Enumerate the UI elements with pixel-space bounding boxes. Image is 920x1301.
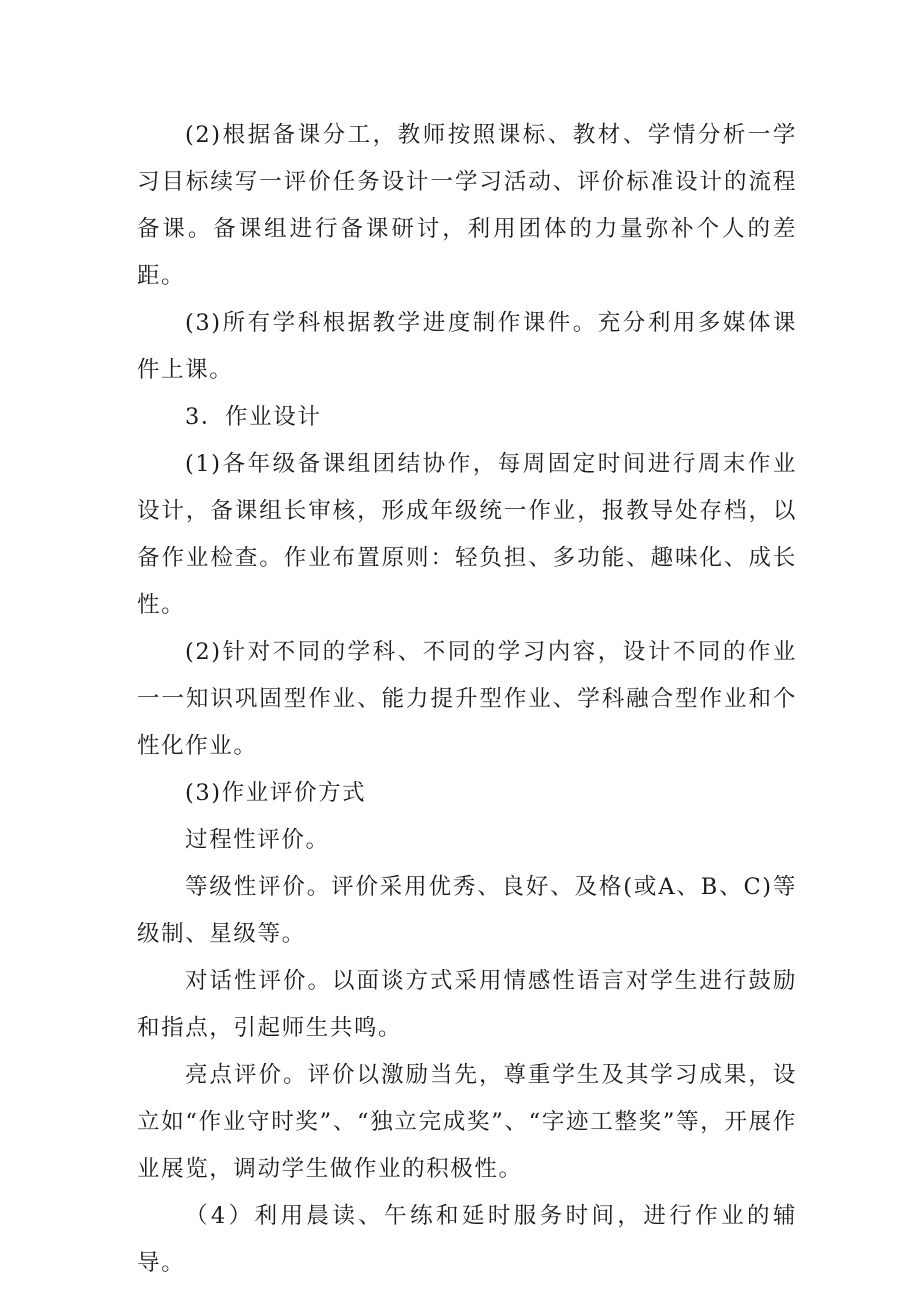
paragraph-dialogue-evaluation: 对话性评价。以面谈方式采用情感性语言对学生进行鼓励和指点，引起师生共鸣。 — [137, 968, 797, 1041]
paragraph-homework-tutoring: （4）利用晨读、午练和延时服务时间，进行作业的辅导。 — [137, 1203, 797, 1276]
section-heading-homework-design: 3．作业设计 — [185, 404, 322, 430]
paragraph-homework-types: (2)针对不同的学科、不同的学习内容，设计不同的作业一一知识巩固型作业、能力提升型作业、学科融合型作业和个性化作业。 — [137, 639, 797, 759]
paragraph-weekend-homework: (1)各年级备课组团结协作，每周固定时间进行周末作业设计，备课组长审核，形成年级统一作业，报教导处存档，以备作业检查。作业布置原则：轻负担、多功能、趣味化、成长性。 — [137, 451, 797, 618]
document-body — [137, 112, 797, 1287]
paragraph-lesson-prep-workflow: (2)根据备课分工，教师按照课标、教材、学情分析一学习目标续写一评价任务设计一学习活动、评价标准设计的流程备课。备课组进行备课研讨，利用团体的力量弥补个人的差距。 — [137, 122, 797, 289]
paragraph-grade-evaluation: 等级性评价。评价采用优秀、良好、及格(或A、B、C)等级制、星级等。 — [137, 874, 797, 947]
subheading-evaluation-methods: (3)作业评价方式 — [185, 780, 367, 806]
paragraph-courseware: (3)所有学科根据教学进度制作课件。充分利用多媒体课件上课。 — [137, 310, 797, 383]
paragraph-highlight-evaluation: 亮点评价。评价以激励当先，尊重学生及其学习成果，设立如“作业守时奖”、“独立完成奖”、“字迹工整奖”等，开展作业展览，调动学生做作业的积极性。 — [137, 1062, 797, 1182]
paragraph-process-evaluation: 过程性评价。 — [185, 827, 330, 853]
